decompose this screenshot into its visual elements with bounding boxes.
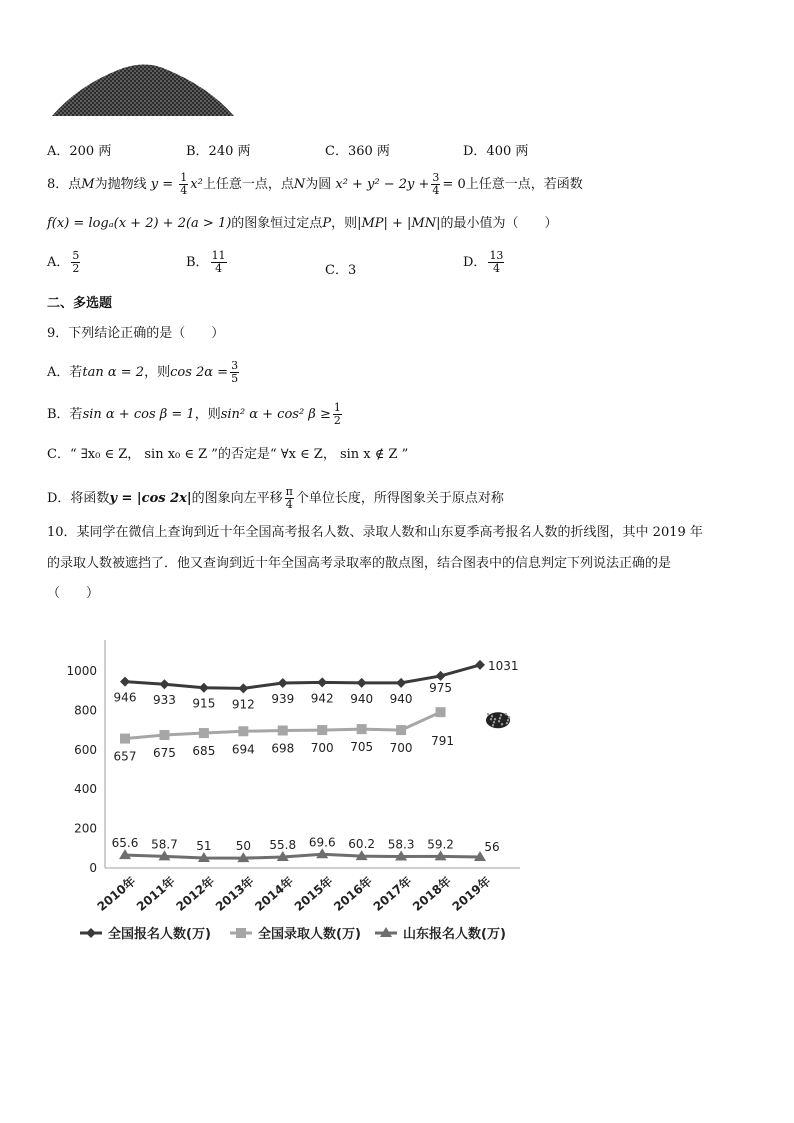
- data-point-diamond: [436, 671, 446, 681]
- data-label: 65.6: [111, 836, 139, 851]
- y-tick-label: 600: [74, 742, 97, 757]
- seed-pile-image: [48, 56, 238, 120]
- data-point-diamond: [86, 928, 96, 938]
- data-label: 791: [431, 734, 455, 749]
- y-tick-label: 400: [74, 782, 97, 797]
- q10-stem-line1: 10．某同学在微信上查询到近十年全国高考报名人数、录取人数和山东夏季高考报名人数的折线图，其中 2019 年: [47, 525, 703, 540]
- data-label: 700: [310, 741, 334, 756]
- y-tick-label: 0: [89, 861, 97, 875]
- data-point-square: [238, 726, 248, 736]
- x-tick-label: 2010年: [94, 874, 139, 914]
- x-tick-label: 2012年: [173, 874, 218, 914]
- data-label: 50: [235, 839, 251, 854]
- data-label: 60.2: [348, 837, 376, 852]
- fraction: $\frac{1}{2}$: [333, 401, 341, 427]
- q9-stem: 9．下列结论正确的是（ ）: [47, 326, 225, 341]
- data-point-square: [236, 928, 246, 938]
- fraction: $\frac{3}{5}$: [231, 359, 239, 385]
- x-tick-label: 2011年: [133, 874, 178, 914]
- x-tick-label: 2015年: [291, 874, 336, 914]
- data-point-square: [396, 725, 406, 735]
- data-label: 705: [350, 740, 374, 755]
- chart-data-labels: [112, 659, 519, 854]
- data-label: 946: [113, 690, 137, 705]
- data-label: 700: [389, 741, 413, 756]
- fraction: $\frac{13}{4}$: [489, 249, 504, 275]
- data-label: 657: [113, 749, 137, 764]
- q8-option-b: B． $\frac{11}{4}$: [186, 249, 226, 275]
- data-label: 915: [192, 696, 216, 711]
- fraction: $\frac{1}{4}$: [180, 171, 188, 197]
- y-tick-label: 1000: [66, 664, 97, 678]
- data-point-diamond: [159, 679, 169, 689]
- data-label: 1031: [488, 658, 519, 673]
- chart-legend: [80, 926, 506, 942]
- data-point-diamond: [317, 677, 327, 687]
- data-label: 55.8: [269, 838, 297, 853]
- data-point-square: [199, 728, 209, 738]
- data-label: 698: [271, 741, 295, 756]
- occluded-2019-admission-marker: [486, 712, 510, 728]
- x-tick-label: 2014年: [252, 874, 297, 914]
- data-label: 56: [484, 839, 500, 854]
- q10-stem-line2: 的录取人数被遮挡了．他又查询到近十年全国高考录取率的散点图，结合图表中的信息判定下列说法正确的是: [47, 556, 672, 571]
- q9-option-c: C．“ ∃x₀ ∈ Z， sin x₀ ∈ Z ”的否定是“ ∀x ∈ Z， sin x ∉ Z ”: [47, 447, 409, 462]
- q8-option-a: A． $\frac{5}{2}$: [47, 249, 80, 275]
- data-label: 59.2: [427, 837, 454, 852]
- data-label: 933: [152, 693, 176, 708]
- data-point-diamond: [278, 678, 288, 688]
- data-label: 942: [310, 691, 334, 706]
- data-label: 675: [152, 746, 176, 761]
- q7-option-a: A．200 两: [47, 144, 112, 159]
- data-label: 940: [350, 691, 374, 706]
- q9-option-d: D．将函数y = |cos 2x|的图象向左平移 $\frac{\pi}{4}$ 个单位长度，所得图象关于原点对称: [47, 485, 504, 511]
- data-point-square: [357, 724, 367, 734]
- data-point-diamond: [357, 678, 367, 688]
- y-tick-label: 800: [74, 703, 97, 718]
- x-tick-label: 2017年: [370, 874, 415, 914]
- data-point-square: [436, 707, 446, 717]
- data-label: 694: [231, 742, 255, 757]
- data-point-diamond: [238, 683, 248, 693]
- legend-label: 山东报名人数(万): [403, 927, 506, 942]
- data-point-square: [278, 725, 288, 735]
- series-line: [125, 665, 480, 688]
- q8-stem-line2: f(x) = logₐ(x + 2) + 2(a > 1)的图象恒过定点P，则|MP| + |MN|的最小值为（ ）: [47, 216, 558, 231]
- q8-stem-line1: 8．点M为抛物线 y = $\frac{1}{4}$ x²上任意一点，点N为圆 x² + y² − 2y + $\frac{3}{4}$ = 0上任意一点，若函数: [47, 171, 583, 197]
- y-tick-label: 200: [74, 821, 97, 836]
- line-chart: [40, 630, 560, 960]
- q9-option-b: B．若sin α + cos β = 1，则sin² α + cos² β ≥ $\frac{1}{2}$: [47, 401, 341, 427]
- q7-option-c: C．360 两: [325, 144, 390, 159]
- data-point-square: [317, 725, 327, 735]
- data-label: 940: [389, 691, 413, 706]
- data-label: 939: [271, 692, 295, 707]
- data-label: 69.6: [308, 835, 336, 850]
- legend-label: 全国录取人数(万): [258, 927, 361, 942]
- data-point-diamond: [475, 660, 485, 670]
- q9-option-a: A．若tan α = 2，则cos 2α = $\frac{3}{5}$: [47, 359, 239, 385]
- fraction: $\frac{\pi}{4}$: [285, 485, 293, 511]
- data-label: 58.3: [387, 837, 415, 852]
- q7-option-d: D．400 两: [463, 144, 529, 159]
- q8-option-c: C．3: [325, 263, 357, 278]
- x-tick-label: 2016年: [331, 874, 375, 914]
- data-point-diamond: [199, 683, 209, 693]
- q8-option-d: D． $\frac{13}{4}$: [463, 249, 504, 275]
- data-point-square: [120, 734, 130, 744]
- fraction: $\frac{5}{2}$: [72, 249, 80, 275]
- x-tick-label: 2019年: [449, 874, 494, 914]
- data-label: 58.7: [151, 837, 178, 852]
- series-line: [125, 854, 480, 858]
- data-point-diamond: [396, 678, 406, 688]
- data-label: 51: [196, 838, 212, 853]
- x-tick-label: 2013年: [212, 874, 257, 914]
- q10-stem-line3: （ ）: [47, 586, 100, 601]
- data-label: 975: [429, 680, 453, 695]
- x-tick-label: 2018年: [410, 874, 454, 914]
- q7-option-b: B．240 两: [186, 144, 251, 159]
- fraction: $\frac{11}{4}$: [211, 249, 226, 275]
- fraction: $\frac{3}{4}$: [432, 171, 440, 197]
- data-point-diamond: [120, 677, 130, 687]
- section-heading: 二、多选题: [47, 296, 113, 311]
- legend-label: 全国报名人数(万): [108, 927, 211, 942]
- data-label: 912: [231, 697, 255, 712]
- data-label: 685: [192, 744, 216, 759]
- data-point-square: [159, 730, 169, 740]
